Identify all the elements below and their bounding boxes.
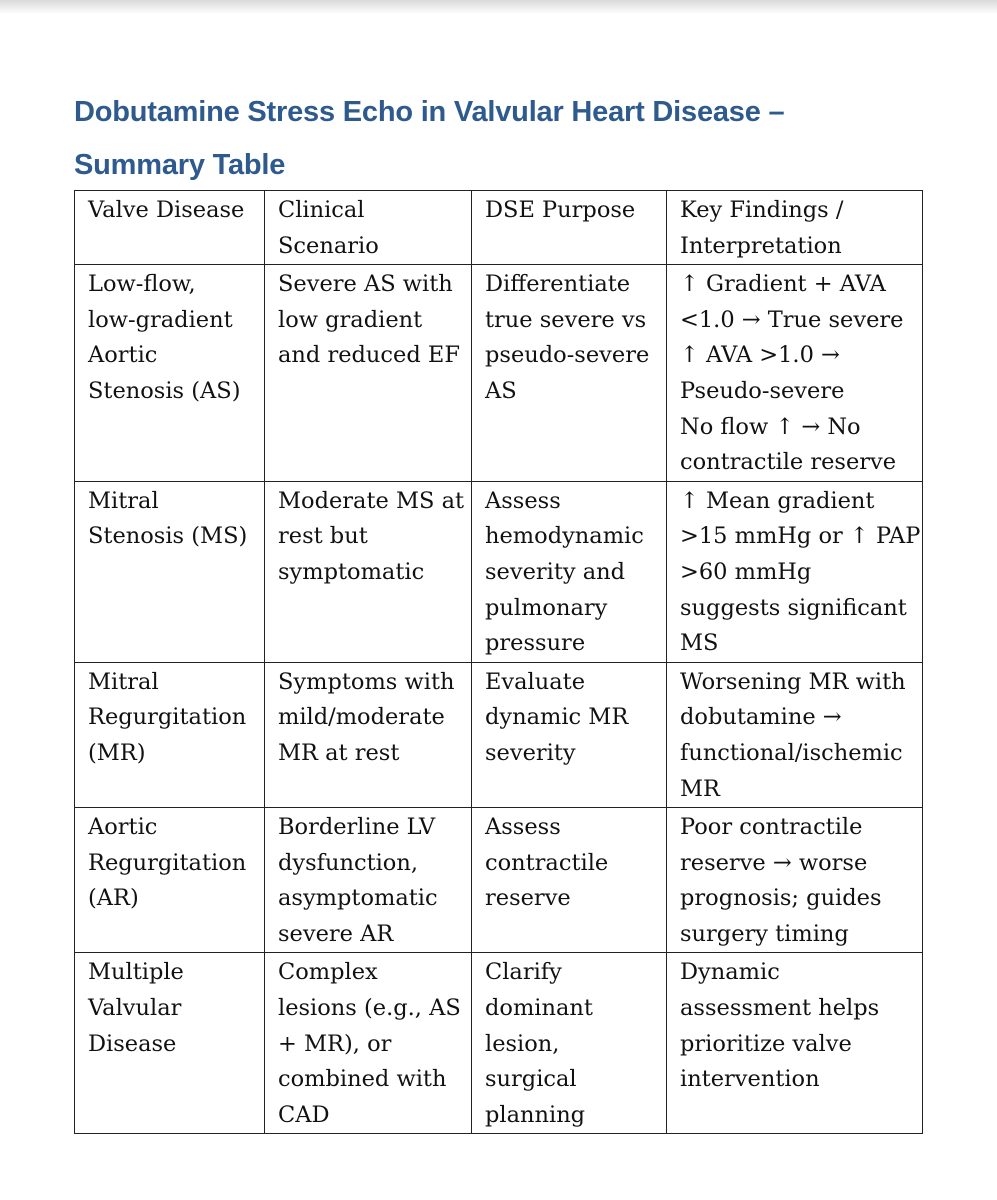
cell-text-line: mild/moderate xyxy=(278,704,445,731)
cell-text-line: combined with xyxy=(278,1066,447,1093)
cell-text-line: (MR) xyxy=(88,739,146,766)
cell-text-line: Low-flow, xyxy=(88,271,196,298)
cell-text-line: Poor contractile xyxy=(680,814,863,841)
cell-text-line: Regurgitation xyxy=(88,849,247,876)
table-row xyxy=(75,265,923,482)
cell-text-line: (AR) xyxy=(88,885,139,912)
cell-text-line: Dynamic xyxy=(680,959,780,986)
cell-text-line: reserve → worse xyxy=(680,849,868,876)
cell-text-line: AS xyxy=(485,377,517,404)
table-cell-valve-disease xyxy=(75,265,265,482)
cell-text-line: contractile xyxy=(485,849,609,876)
cell-text-line: Borderline LV xyxy=(278,814,436,841)
cell-text-line: lesion, xyxy=(485,1030,560,1057)
cell-text-line: Assess xyxy=(485,814,561,841)
cell-text-line: Clinical xyxy=(278,197,365,223)
summary-table-body xyxy=(75,191,923,1134)
table-cell-clinical-scenario xyxy=(265,808,472,953)
table-cell-clinical-scenario xyxy=(265,265,472,482)
table-cell-key-findings xyxy=(667,481,923,662)
cell-text-line: Pseudo-severe xyxy=(680,377,845,404)
cell-text-line: asymptomatic xyxy=(278,885,438,912)
cell-text-line: Valve Disease xyxy=(88,197,245,223)
cell-text-line: dysfunction, xyxy=(278,849,418,876)
cell-text-line: severity xyxy=(485,739,576,766)
cell-text-line: hemodynamic xyxy=(485,523,644,550)
table-cell-dse-purpose xyxy=(472,808,667,953)
table-cell-clinical-scenario xyxy=(265,481,472,662)
cell-text-line: Worsening MR with xyxy=(680,668,906,695)
table-cell-key-findings xyxy=(667,662,923,807)
table-row xyxy=(75,662,923,807)
table-cell-dse-purpose xyxy=(472,481,667,662)
title-line-1: Dobutamine Stress Echo in Valvular Heart Disease – xyxy=(74,96,785,128)
table-row xyxy=(75,481,923,662)
cell-text-line: Regurgitation xyxy=(88,704,247,731)
cell-text-line: MR at rest xyxy=(278,739,400,766)
cell-text-line: suggests significant xyxy=(680,594,907,621)
table-row xyxy=(75,808,923,953)
table-cell-valve-disease xyxy=(75,808,265,953)
cell-text-line: Mitral xyxy=(88,487,159,514)
cell-text-line: prioritize valve xyxy=(680,1030,852,1057)
table-cell-valve-disease xyxy=(75,953,265,1134)
table-cell-valve-disease xyxy=(75,191,265,265)
cell-text-line: Stenosis (AS) xyxy=(88,377,241,404)
cell-text-line: low-gradient xyxy=(88,306,233,333)
cell-text-line: planning xyxy=(485,1101,586,1128)
table-cell-dse-purpose xyxy=(472,953,667,1134)
table-cell-dse-purpose xyxy=(472,265,667,482)
cell-text-line: Severe AS with xyxy=(278,271,453,298)
table-cell-clinical-scenario xyxy=(265,191,472,265)
cell-text-line: <1.0 → True severe xyxy=(680,306,904,333)
table-cell-dse-purpose xyxy=(472,662,667,807)
cell-text-line: DSE Purpose xyxy=(485,197,636,223)
cell-text-line: severe AR xyxy=(278,920,394,947)
cell-text-line: Key Findings / xyxy=(680,197,844,223)
table-cell-valve-disease xyxy=(75,662,265,807)
cell-text-line: reserve xyxy=(485,885,571,912)
summary-table xyxy=(74,190,923,1134)
cell-text-line: Aortic xyxy=(88,814,158,841)
cell-text-line: low gradient xyxy=(278,306,423,333)
cell-text-line: intervention xyxy=(680,1066,820,1093)
cell-text-line: MR xyxy=(680,775,720,802)
cell-text-line: assessment helps xyxy=(680,995,880,1022)
cell-text-line: ↑ Gradient + AVA xyxy=(680,271,886,298)
cell-text-line: Clarify xyxy=(485,959,562,986)
table-cell-key-findings xyxy=(667,191,923,265)
cell-text-line: Moderate MS at xyxy=(278,487,465,514)
cell-text-line: Symptoms with xyxy=(278,668,455,695)
table-cell-key-findings xyxy=(667,953,923,1134)
cell-text-line: lesions (e.g., AS xyxy=(278,995,461,1022)
cell-text-line: Valvular xyxy=(88,995,182,1022)
cell-text-line: pressure xyxy=(485,630,586,657)
cell-text-line: dominant xyxy=(485,995,593,1022)
cell-text-line: ↑ AVA >1.0 → xyxy=(680,342,840,369)
cell-text-line: Disease xyxy=(88,1030,177,1057)
table-cell-key-findings xyxy=(667,265,923,482)
cell-text-line: MS xyxy=(680,630,719,657)
cell-text-line: pseudo-severe xyxy=(485,342,650,369)
table-header-row xyxy=(75,191,923,265)
table-cell-clinical-scenario xyxy=(265,662,472,807)
cell-text-line: surgery timing xyxy=(680,920,849,947)
cell-text-line: ↑ Mean gradient xyxy=(680,487,875,514)
table-cell-key-findings xyxy=(667,808,923,953)
cell-text-line: contractile reserve xyxy=(680,449,897,476)
cell-text-line: + MR), or xyxy=(278,1030,392,1057)
cell-text-line: Interpretation xyxy=(680,232,842,259)
cell-text-line: >15 mmHg or ↑ PAP xyxy=(680,523,921,550)
cell-text-line: rest but xyxy=(278,523,368,550)
title-line-2: Summary Table xyxy=(74,149,286,181)
cell-text-line: pulmonary xyxy=(485,594,608,621)
cell-text-line: prognosis; guides xyxy=(680,885,882,912)
cell-text-line: Evaluate xyxy=(485,668,586,695)
cell-text-line: Stenosis (MS) xyxy=(88,523,248,550)
cell-text-line: dynamic MR xyxy=(485,704,629,731)
cell-text-line: No flow ↑ → No xyxy=(680,413,861,440)
cell-text-line: functional/ischemic xyxy=(680,739,903,766)
table-row xyxy=(75,953,923,1134)
cell-text-line: Scenario xyxy=(278,232,379,259)
cell-text-line: >60 mmHg xyxy=(680,558,812,585)
table-cell-clinical-scenario xyxy=(265,953,472,1134)
cell-text-line: surgical xyxy=(485,1066,577,1093)
page-title xyxy=(74,86,954,192)
cell-text-line: Assess xyxy=(485,487,561,514)
cell-text-line: Complex xyxy=(278,959,378,986)
cell-text-line: CAD xyxy=(278,1101,330,1128)
cell-text-line: Aortic xyxy=(88,342,158,369)
cell-text-line: dobutamine → xyxy=(680,704,842,731)
table-cell-valve-disease xyxy=(75,481,265,662)
table-cell-dse-purpose xyxy=(472,191,667,265)
cell-text-line: severity and xyxy=(485,558,626,585)
cell-text-line: Mitral xyxy=(88,668,159,695)
cell-text-line: and reduced EF xyxy=(278,342,460,369)
cell-text-line: Differentiate xyxy=(485,271,631,298)
page-top-shadow xyxy=(0,0,997,14)
cell-text-line: symptomatic xyxy=(278,558,425,585)
cell-text-line: Multiple xyxy=(88,959,184,986)
cell-text-line: true severe vs xyxy=(485,306,647,333)
